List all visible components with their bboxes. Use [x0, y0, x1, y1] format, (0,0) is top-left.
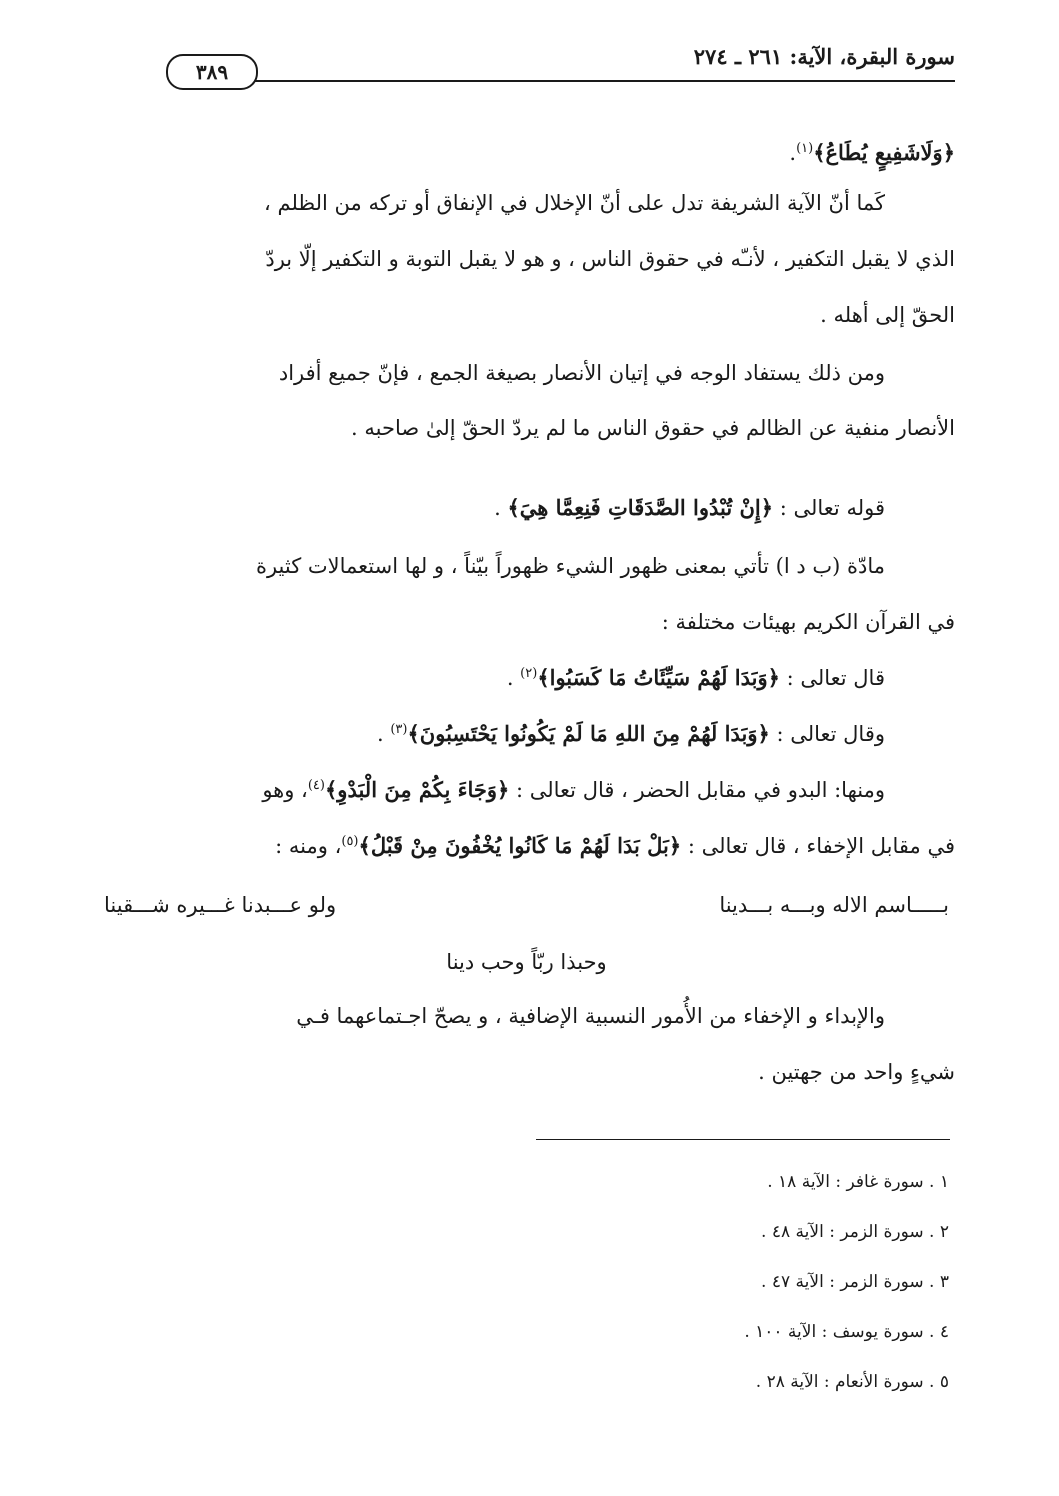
quran-verse-text: وَجَاءَ بِكُمْ مِنَ الْبَدْوِ [337, 777, 498, 802]
quran-verse-text: وَبَدَا لَهُمْ مِنَ اللهِ مَا لَمْ يَكُونُوا يَحْتَسِبُونَ [419, 721, 758, 746]
paragraph-line-15: شيءٍ واحد من جهتين . [758, 1060, 955, 1084]
header-rule [250, 80, 955, 82]
paragraph-line-4: الحقّ إلى أهله . [820, 303, 955, 327]
poem-hemistich-right: بـــــاسم الاله وبـــه بـــدينا [719, 893, 949, 917]
line-prefix: قوله تعالى : [773, 496, 885, 520]
quran-verse: ﴿إِنْ تُبْدُوا الصَّدَقَاتِ فَنِعِمَّا هِيَ﴾ [507, 495, 774, 520]
footnote-1: ١ . سورة غافر : الآية ١٨ . [767, 1172, 949, 1192]
paragraph-line-10 [110, 665, 885, 691]
line-end: . [789, 141, 797, 165]
footnote-ref: (٣) [390, 722, 408, 737]
quran-verse: ﴿وَبَدَا لَهُمْ مِنَ اللهِ مَا لَمْ يَكُونُوا يَحْتَسِبُونَ﴾ [407, 721, 770, 746]
paragraph-line-8: مادّة (ب د ا) تأتي بمعنى ظهور الشيء ظهوراً بيّناً ، و لها استعمالات كثيرة [255, 554, 885, 578]
paragraph-line-12 [110, 777, 885, 803]
paragraph-line-5: ومن ذلك يستفاد الوجه في إتيان الأنصار بصيغة الجمع ، فإنّ جميع أفراد [278, 361, 885, 385]
paragraph-line-14: والإبداء و الإخفاء من الأُمور النسبية الإضافية ، و يصحّ اجـتماعهما فـي [296, 1004, 885, 1028]
footnote-ref: (١) [796, 141, 814, 156]
surah-title: سورة البقرة، الآية: ٢٦١ ـ ٢٧٤ [693, 44, 955, 69]
page-number-badge: ٣٨٩ [166, 54, 258, 90]
line-prefix: في مقابل الإخفاء ، قال تعالى : [681, 834, 955, 858]
footnote-ref: (٥) [341, 834, 359, 849]
line-prefix: ومنها: البدو في مقابل الحضر ، قال تعالى : [509, 778, 885, 802]
poem-verse-1 [104, 893, 949, 917]
footnote-2: ٢ . سورة الزمر : الآية ٤٨ . [761, 1222, 949, 1242]
line-end: . [494, 496, 508, 520]
quran-verse: ﴿وَلَاشَفِيعٍ يُطَاعُ﴾ [813, 140, 955, 165]
line-end: ، ومنه : [275, 834, 342, 858]
quran-verse: ﴿وَبَدَا لَهُمْ سَيِّئَاتُ مَا كَسَبُوا﴾ [537, 665, 780, 690]
paragraph-line-6: الأنصار منفية عن الظالم في حقوق الناس ما لم يردّ الحقّ إلىٰ صاحبه . [351, 416, 955, 440]
running-header [110, 44, 955, 84]
footnote-5: ٥ . سورة الأنعام : الآية ٢٨ . [755, 1372, 949, 1392]
line-prefix: وقال تعالى : [769, 722, 885, 746]
quran-verse: ﴿بَلْ بَدَا لَهُمْ مَا كَانُوا يُخْفُونَ مِنْ قَبْلُ﴾ [358, 833, 682, 858]
line-prefix: قال تعالى : [779, 666, 885, 690]
quran-verse-text: إِنْ تُبْدُوا الصَّدَقَاتِ فَنِعِمَّا هِيَ [519, 495, 761, 520]
poem-verse-2: وحبذا ربّاً وحب دينا [446, 950, 607, 974]
paragraph-line-11 [110, 721, 885, 747]
paragraph-line-9: في القرآن الكريم بهيئات مختلفة : [661, 610, 955, 634]
poem-hemistich-left: ولو عـــبدنا غـــيره شـــقينا [104, 893, 337, 917]
line-end: . [506, 666, 521, 690]
paragraph-line-13 [110, 833, 955, 859]
quran-verse-text: وَلَاشَفِيعٍ يُطَاعُ [825, 140, 943, 165]
paragraph-line-2: كَما أنّ الآية الشريفة تدل على أنّ الإخلال في الإنفاق أو تركه من الظلم ، [264, 191, 885, 215]
quran-verse: ﴿وَجَاءَ بِكُمْ مِنَ الْبَدْوِ﴾ [324, 777, 510, 802]
paragraph-line-7 [110, 495, 885, 521]
footnote-3: ٣ . سورة الزمر : الآية ٤٧ . [761, 1272, 949, 1292]
line-end: ، وهو [262, 778, 308, 802]
paragraph-line-1 [110, 140, 955, 166]
quran-verse-text: وَبَدَا لَهُمْ سَيِّئَاتُ مَا كَسَبُوا [549, 665, 768, 690]
quran-verse-text: بَلْ بَدَا لَهُمْ مَا كَانُوا يُخْفُونَ مِنْ قَبْلُ [370, 833, 669, 858]
footnote-ref: (٤) [307, 778, 325, 793]
footnote-ref: (٢) [520, 666, 538, 681]
footnote-4: ٤ . سورة يوسف : الآية ١٠٠ . [744, 1322, 949, 1342]
paragraph-line-3: الذي لا يقبل التكفير ، لأنـّه في حقوق الناس ، و هو لا يقبل التوبة و التكفير إلّا بردّ [265, 247, 955, 271]
line-end: . [376, 722, 391, 746]
footnote-rule [536, 1139, 950, 1140]
